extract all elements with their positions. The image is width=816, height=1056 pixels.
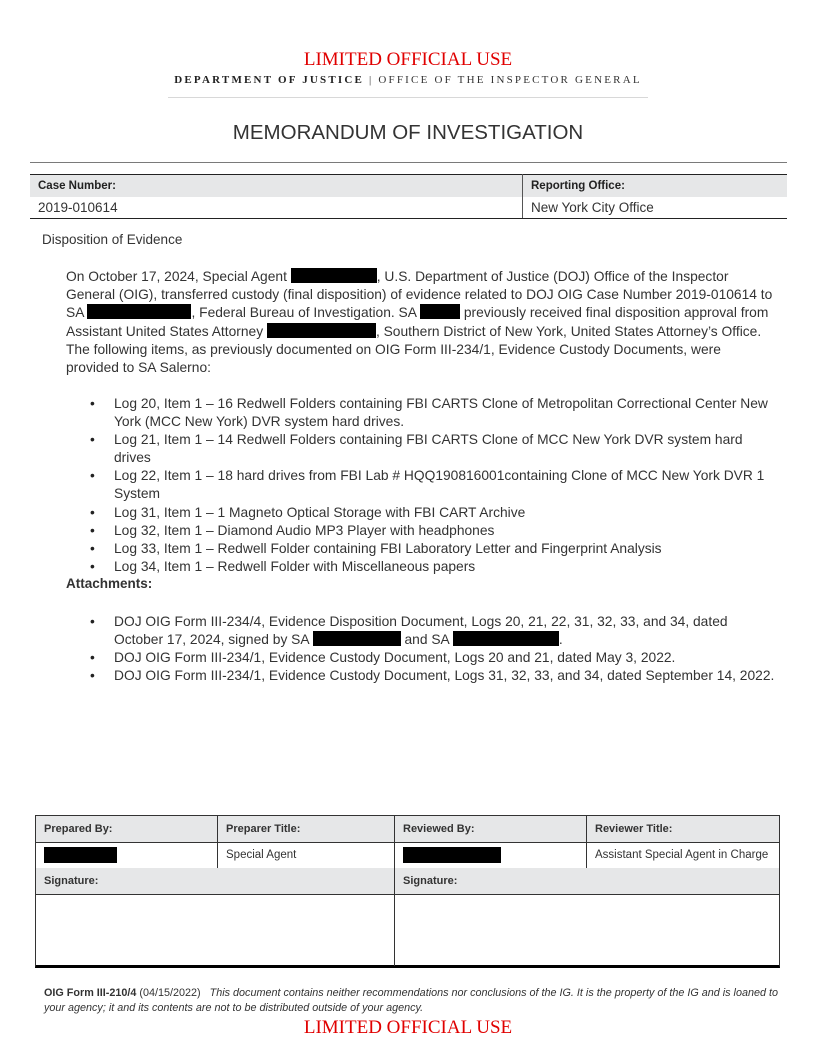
reviewer-title-label: Reviewer Title: [587,816,779,842]
list-item: • DOJ OIG Form III-234/1, Evidence Custody Document, Logs 20 and 21, dated May 3, 2022. [114,649,778,667]
redaction-box [291,268,377,283]
signature-field-right [395,894,779,966]
signature-block [35,815,780,968]
header-divider [168,97,648,98]
narrative-paragraph [66,268,776,377]
list-item: • DOJ OIG Form III-234/1, Evidence Custody Document, Logs 31, 32, 33, and 34, dated September 14, 2022. [114,667,778,685]
form-date: (04/15/2022) [136,987,201,999]
case-number-value: 2019-010614 [30,197,523,219]
agency-line [0,74,816,86]
case-info-table [30,174,787,219]
redaction-box [420,304,460,319]
list-item: • Log 32, Item 1 – Diamond Audio MP3 Player with headphones [114,522,778,540]
attachments-list [66,613,778,685]
list-item: • Log 31, Item 1 – 1 Magneto Optical Storage with FBI CART Archive [114,504,778,522]
attachment-text: and SA [400,632,453,648]
section-title: Disposition of Evidence [42,232,183,247]
para-text: previously received final disposition approval from Assistant United States Attorney [66,305,769,339]
para-text: , U.S. Department of Justice (DOJ) Office of the Inspector General (OIG), transferred custody (final disposition) of evidence related to DOJ OIG Case Number 2019-010614 to SA [66,269,773,321]
list-item: • Log 21, Item 1 – 14 Redwell Folders containing FBI CARTS Clone of MCC New York DVR system hard drives [114,431,778,467]
para-text: On October 17, 2024, Special Agent [66,269,291,284]
preparer-title-label: Preparer Title: [218,816,395,842]
list-item: • Log 33, Item 1 – Redwell Folder containing FBI Laboratory Letter and Fingerprint Analysis [114,540,778,558]
signature-label-right: Signature: [395,868,779,894]
classification-footer: LIMITED OFFICIAL USE [303,1017,513,1038]
attachments-heading: Attachments: [66,576,153,591]
page-title: MEMORANDUM OF INVESTIGATION [232,121,584,144]
form-id: OIG Form III-210/4 [44,987,137,999]
redaction-box [267,323,376,338]
signature-field-left [36,894,395,966]
evidence-list [66,395,778,576]
agency-office: OFFICE OF THE INSPECTOR GENERAL [378,74,642,86]
prepared-by-label: Prepared By: [36,816,218,842]
preparer-title-value: Special Agent [218,842,395,868]
agency-name: DEPARTMENT OF JUSTICE [174,74,365,86]
redaction-box [313,631,401,646]
redaction-box [403,847,501,863]
list-item: • Log 34, Item 1 – Redwell Folder with Miscellaneous papers [114,558,778,576]
attachment-text: DOJ OIG Form III-234/4, Evidence Disposition Document, Logs 20, 21, 22, 31, 32, 33, and 34, dated October 17, 2024, signed by SA [114,614,728,648]
reporting-office-label: Reporting Office: [523,175,788,198]
disclaimer: This document contains neither recommendations nor conclusions of the IG. It is the property of the IG and is loaned to your agency; it and its contents are not to be distributed outside of your agency. [44,987,778,1014]
redaction-box [44,847,117,863]
reporting-office-value: New York City Office [523,197,788,219]
list-item: • Log 20, Item 1 – 16 Redwell Folders containing FBI CARTS Clone of Metropolitan Correctional Center New York (MCC New York) DVR system hard drives. [114,395,778,431]
reviewed-by-label: Reviewed By: [395,816,587,842]
redaction-box [453,631,559,646]
redaction-box [87,304,191,319]
list-item: • Log 22, Item 1 – 18 hard drives from FBI Lab # HQQ190816001containing Clone of MCC New York DVR 1 System [114,467,778,503]
footer-notice [44,986,784,1015]
case-number-label: Case Number: [30,175,523,198]
list-item [114,613,778,649]
reviewed-by-value [395,842,587,868]
prepared-by-value [36,842,218,868]
attachment-text: . [558,632,563,648]
reviewer-title-value: Assistant Special Agent in Charge [595,849,769,861]
title-divider [30,162,787,163]
para-text: , Federal Bureau of Investigation. SA [191,305,421,321]
para-text: , Southern District of New York, United States Attorney’s Office. The following items, as previously documented on OIG Form III-234/1, Evidence Custody Documents, were provided to SA Salerno: [66,323,762,376]
classification-header: LIMITED OFFICIAL USE [303,49,513,70]
signature-label-left: Signature: [36,868,395,894]
agency-separator: | [364,74,379,86]
